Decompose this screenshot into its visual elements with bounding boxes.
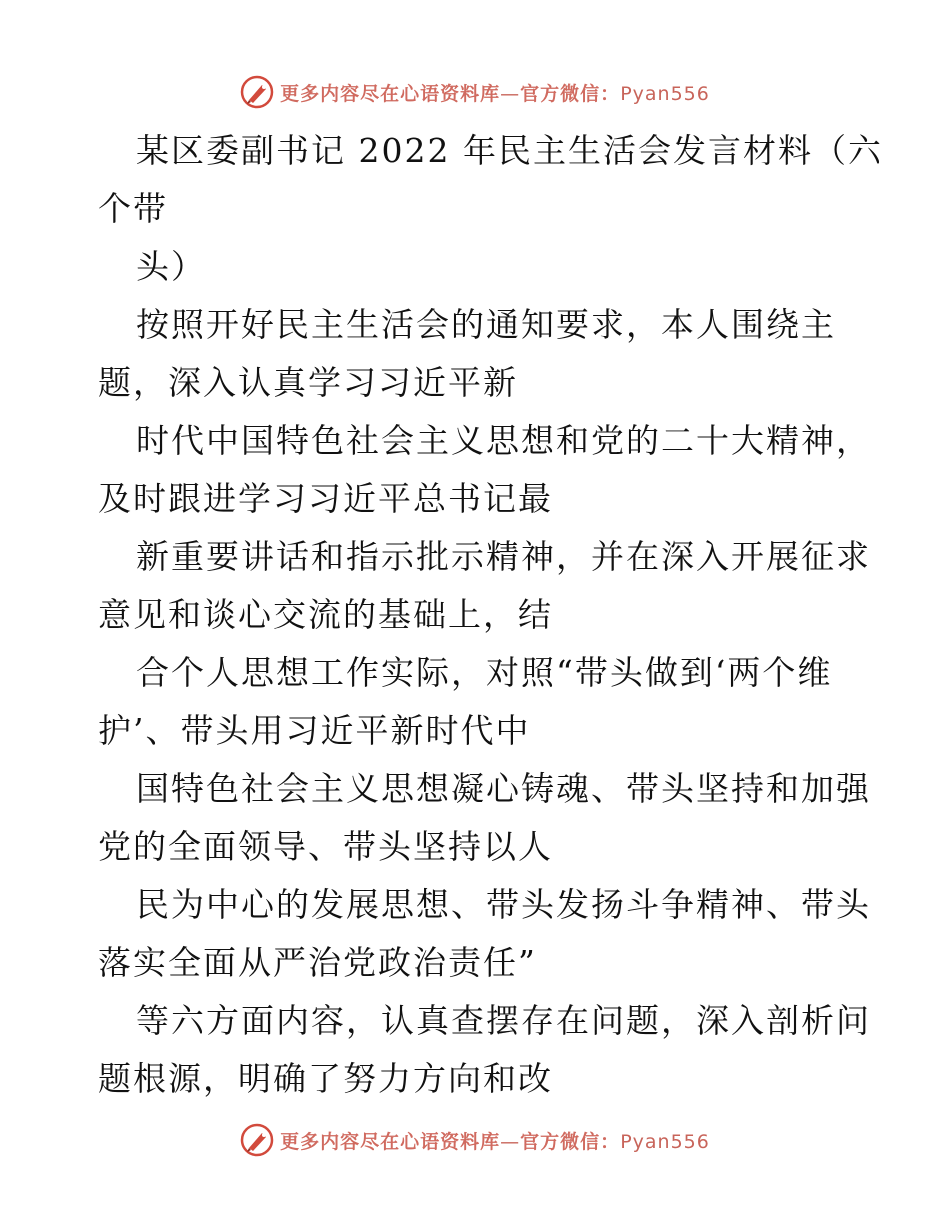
paragraph-line: 时代中国特色社会主义思想和党的二十大精神， xyxy=(136,421,871,460)
paragraph-line: 落实全面从严治党政治责任” xyxy=(98,943,537,982)
paragraph-line: 按照开好民主生活会的通知要求，本人围绕主 xyxy=(136,305,836,344)
document-body xyxy=(98,122,883,1108)
paragraph-3 xyxy=(98,528,871,644)
title-line-1: 某区委副书记 2022 年民主生活会发言材料（六 xyxy=(136,131,883,170)
header-banner-text xyxy=(280,79,710,106)
paragraph-line: 题，深入认真学习习近平新 xyxy=(98,363,518,402)
paragraph-2 xyxy=(98,412,871,528)
paragraph-6 xyxy=(98,876,871,992)
paragraph-line: 新重要讲话和指示批示精神，并在深入开展征求 xyxy=(136,537,871,576)
paragraph-line: 等六方面内容，认真查摆存在问题，深入剖析问 xyxy=(136,1001,871,1040)
title-line-2: 个带 xyxy=(98,189,168,228)
paragraph-line: 民为中心的发展思想、带头发扬斗争精神、带头 xyxy=(136,885,871,924)
footer-wechat-id: Pyan556 xyxy=(620,1130,710,1153)
footer-banner xyxy=(0,1120,950,1160)
header-dash: — xyxy=(500,82,521,105)
paragraph-line: 题根源，明确了努力方向和改 xyxy=(98,1059,553,1098)
paragraph-line: 合个人思想工作实际，对照“带头做到‘两个维 xyxy=(136,653,833,692)
paragraph-5 xyxy=(98,760,871,876)
paragraph-line: 党的全面领导、带头坚持以人 xyxy=(98,827,553,866)
header-banner xyxy=(0,72,950,112)
pen-logo-icon xyxy=(240,1123,274,1157)
title-line-3: 头） xyxy=(136,247,206,286)
footer-site-text: 更多内容尽在心语资料库 xyxy=(280,1130,501,1153)
paragraph-7 xyxy=(98,992,871,1108)
footer-wechat-label: 官方微信： xyxy=(520,1130,621,1153)
paragraph-line: 护’、带头用习近平新时代中 xyxy=(98,711,531,750)
header-wechat-label: 官方微信： xyxy=(520,82,621,105)
footer-banner-text xyxy=(280,1127,710,1154)
header-wechat-id: Pyan556 xyxy=(620,82,710,105)
pen-logo-icon xyxy=(240,75,274,109)
header-site-text: 更多内容尽在心语资料库 xyxy=(280,82,501,105)
footer-dash: — xyxy=(500,1130,521,1153)
document-title xyxy=(98,122,883,296)
paragraph-line: 意见和谈心交流的基础上，结 xyxy=(98,595,553,634)
paragraph-1 xyxy=(98,296,858,412)
paragraph-line: 国特色社会主义思想凝心铸魂、带头坚持和加强 xyxy=(136,769,871,808)
paragraph-4 xyxy=(98,644,858,760)
paragraph-line: 及时跟进学习习近平总书记最 xyxy=(98,479,553,518)
